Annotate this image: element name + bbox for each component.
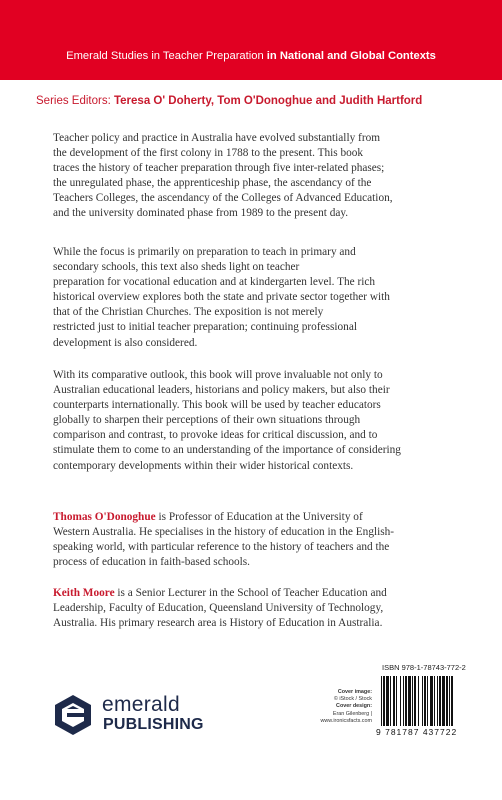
barcode-bar bbox=[422, 676, 423, 726]
barcode-bar bbox=[427, 676, 428, 726]
cover-design-value: Eran Gilenberg | www.ironicsfacts.com bbox=[320, 710, 372, 724]
isbn-text: ISBN 978-1-78743-772-2 bbox=[382, 663, 466, 672]
author-name: Keith Moore bbox=[53, 587, 115, 599]
author-bio-text: is a Senior Lecturer in the School of Teacher Education and bbox=[114, 587, 387, 599]
text-line: Teachers Colleges, the ascendancy of the Colleges of Advanced Education, bbox=[53, 192, 393, 205]
text-line: globally to sharpen their perceptions of their own situations through bbox=[53, 414, 361, 427]
blurb-paragraph-2 bbox=[53, 245, 473, 351]
barcode-bar bbox=[386, 676, 389, 726]
series-editors-names: Teresa O' Doherty, Tom O'Donoghue and Judith Hartford bbox=[113, 95, 423, 107]
text-line: stimulate them to come to an understanding of the importance of considering bbox=[53, 444, 401, 457]
text-line: secondary schools, this text also sheds light on teacher bbox=[53, 261, 300, 274]
text-line: Australian educational leaders, historians and policy makers, but also their bbox=[53, 384, 390, 397]
barcode-bar bbox=[405, 676, 407, 726]
text-line: Western Australia. He specialises in the history of education in the English- bbox=[53, 526, 395, 539]
text-line: Leadership, Faculty of Education, Queensland University of Technology, bbox=[53, 602, 384, 615]
barcode-bar bbox=[437, 676, 438, 726]
author-bio-odonoghue bbox=[53, 510, 473, 570]
text-line: With its comparative outlook, this book will prove invaluable not only to bbox=[53, 369, 383, 381]
publisher-subname: PUBLISHING bbox=[103, 716, 204, 733]
author-bio-text: is Professor of Education at the University of bbox=[155, 511, 363, 523]
publisher-name: emerald bbox=[102, 693, 180, 716]
cover-image-label: Cover image: bbox=[337, 689, 372, 695]
barcode-bar bbox=[412, 676, 413, 726]
author-bio-moore bbox=[53, 586, 473, 631]
blurb-paragraph-1 bbox=[53, 131, 473, 222]
barcode-bar bbox=[442, 676, 445, 726]
barcode-bar bbox=[439, 676, 441, 726]
emerald-logo-icon bbox=[52, 694, 94, 736]
text-line: contemporary developments within their wider historical contexts. bbox=[53, 459, 354, 472]
text-line: speaking world, with particular reference to the history of teachers and the bbox=[53, 541, 390, 554]
author-name: Thomas O'Donoghue bbox=[53, 511, 156, 523]
barcode-bar bbox=[430, 676, 433, 726]
text-line: and the university dominated phase from 1989 to the present day. bbox=[53, 207, 349, 220]
barcode-bar bbox=[381, 676, 382, 726]
series-title-bold: in National and Global Contexts bbox=[266, 50, 436, 62]
text-line: traces the history of teacher preparation through five inter-related phases; bbox=[53, 162, 385, 175]
barcode-digits: 9 781787 437722 bbox=[376, 727, 458, 737]
barcode-bar bbox=[393, 676, 395, 726]
series-banner bbox=[0, 0, 502, 80]
barcode-bar bbox=[390, 676, 391, 726]
barcode-bar bbox=[383, 676, 385, 726]
barcode-bar bbox=[408, 676, 411, 726]
text-line: process of education in faith-based schools. bbox=[53, 556, 251, 569]
text-line: historical overview explores both the state and private sector together with bbox=[53, 291, 390, 304]
barcode-bar bbox=[434, 676, 435, 726]
text-line: Teacher policy and practice in Australia have evolved substantially from bbox=[53, 132, 381, 144]
barcode-bar bbox=[451, 676, 453, 726]
barcode-bar bbox=[414, 676, 416, 726]
text-line bbox=[53, 510, 473, 525]
barcode-bar bbox=[418, 676, 419, 726]
text-line: preparation for vocational education and at kindergarten level. The rich bbox=[53, 276, 376, 289]
barcode-bar bbox=[449, 676, 450, 726]
text-line: the development of the first colony in 1788 to the present. This book bbox=[53, 147, 364, 160]
barcode-bar bbox=[400, 676, 401, 726]
text-line: restricted just to initial teacher preparation; continuing professional bbox=[53, 321, 357, 334]
text-line: Australia. His primary research area is History of Education in Australia. bbox=[53, 617, 383, 630]
barcode-bar bbox=[403, 676, 404, 726]
series-title bbox=[0, 50, 502, 62]
barcode-bar bbox=[396, 676, 397, 726]
blurb-paragraph-3 bbox=[53, 368, 473, 474]
barcode-bar bbox=[424, 676, 426, 726]
series-title-plain: Emerald Studies in Teacher Preparation bbox=[66, 50, 267, 62]
cover-credits bbox=[286, 689, 372, 725]
text-line: that of the Christian Churches. The exposition is not merely bbox=[53, 306, 324, 319]
text-line: the unregulated phase, the apprenticeship phase, the ascendancy of the bbox=[53, 177, 372, 190]
barcode-icon bbox=[379, 676, 479, 726]
text-line: counterparts internationally. This book will be used by teacher educators bbox=[53, 399, 381, 412]
series-editors bbox=[36, 95, 476, 107]
text-line: While the focus is primarily on preparation to teach in primary and bbox=[53, 246, 356, 258]
cover-image-value: © iStock / Stock bbox=[333, 696, 372, 703]
cover-design-label: Cover design: bbox=[336, 703, 372, 710]
text-line: development is also considered. bbox=[53, 336, 198, 349]
series-editors-label: Series Editors: bbox=[36, 95, 114, 107]
text-line bbox=[53, 586, 473, 601]
barcode-bar bbox=[446, 676, 448, 726]
text-line: comparison and contrast, to provoke ideas for critical discussion, and to bbox=[53, 429, 378, 442]
